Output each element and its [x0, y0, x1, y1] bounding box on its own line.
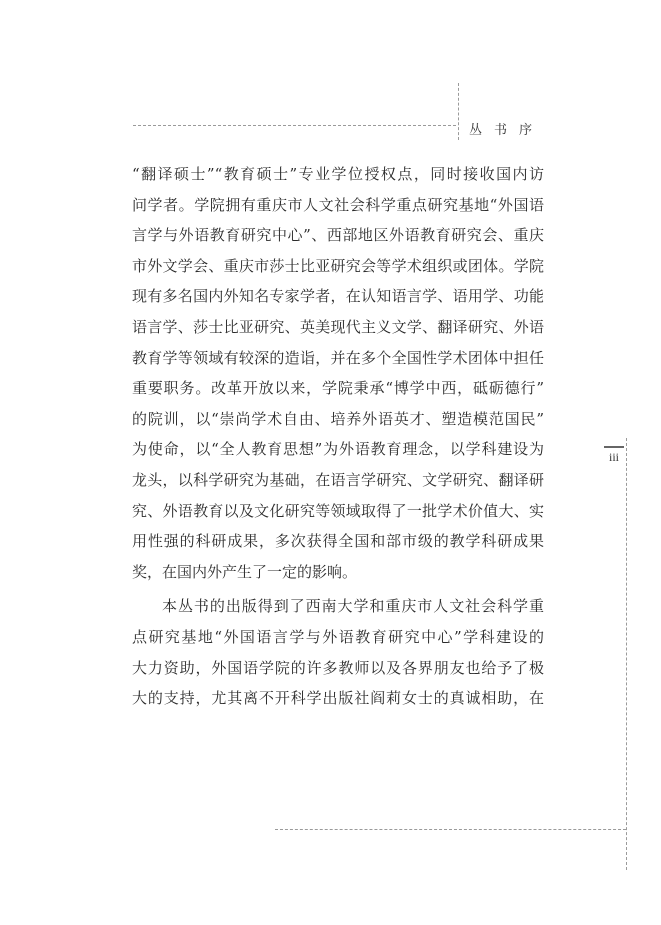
- text-line: 重要职务。改革开放以来，学院秉承“博学中西，砥砺德行”: [132, 379, 544, 398]
- footer-dashed-rule: [275, 829, 626, 830]
- text-line: 的院训，以“崇尚学术自由、培养外语英才、塑造模范国民”: [132, 409, 544, 428]
- text-line: “翻译硕士”“教育硕士”专业学位授权点，同时接收国内访: [132, 165, 544, 183]
- text-line: 问学者。学院拥有重庆市人文社会科学重点研究基地“外国语: [132, 195, 544, 214]
- margin-dashed-rule: [626, 438, 627, 870]
- page-number: iii: [608, 450, 619, 464]
- text-line: 究、外语教育以及文化研究等领域取得了一批学术价值大、实: [132, 501, 544, 520]
- text-line: 龙头，以科学研究为基础，在语言学研究、文学研究、翻译研: [132, 470, 544, 489]
- text-line: 为使命，以“全人教育思想”为外语教育理念，以学科建设为: [132, 440, 544, 459]
- text-line: 本丛书的出版得到了西南大学和重庆市人文社会科学重: [162, 597, 544, 616]
- text-line: 语言学、莎士比亚研究、英美现代主义文学、翻译研究、外语: [132, 317, 544, 336]
- paragraph: [132, 159, 544, 587]
- page-number-rule: [604, 446, 624, 448]
- text-line: 大的支持，尤其离不开科学出版社阎莉女士的真诚相助，在: [132, 689, 544, 708]
- text-line: 用性强的科研成果，多次获得全国和部市级的教学科研成果: [132, 532, 544, 551]
- text-line: 教育学等领域有较深的造诣，并在多个全国性学术团体中担任: [132, 348, 544, 367]
- text-line: 市外文学会、重庆市莎士比亚研究会等学术组织或团体。学院: [132, 256, 544, 275]
- running-head-title: 丛书序: [469, 123, 545, 138]
- text-line: 大力资助，外国语学院的许多教师以及各界朋友也给予了极: [132, 658, 544, 677]
- text-line: 点研究基地“外国语言学与外语教育研究中心”学科建设的: [132, 627, 544, 646]
- body-text: [132, 159, 544, 714]
- paragraph: [132, 591, 544, 713]
- text-line: 现有多名国内外知名专家学者，在认知语言学、语用学、功能: [132, 287, 544, 306]
- header-dashed-divider: [458, 83, 459, 140]
- text-line: 言学与外语教育研究中心”、西部地区外语教育研究会、重庆: [132, 226, 544, 245]
- header-dashed-rule: [133, 125, 456, 126]
- text-line: 奖，在国内外产生了一定的影响。: [132, 562, 358, 581]
